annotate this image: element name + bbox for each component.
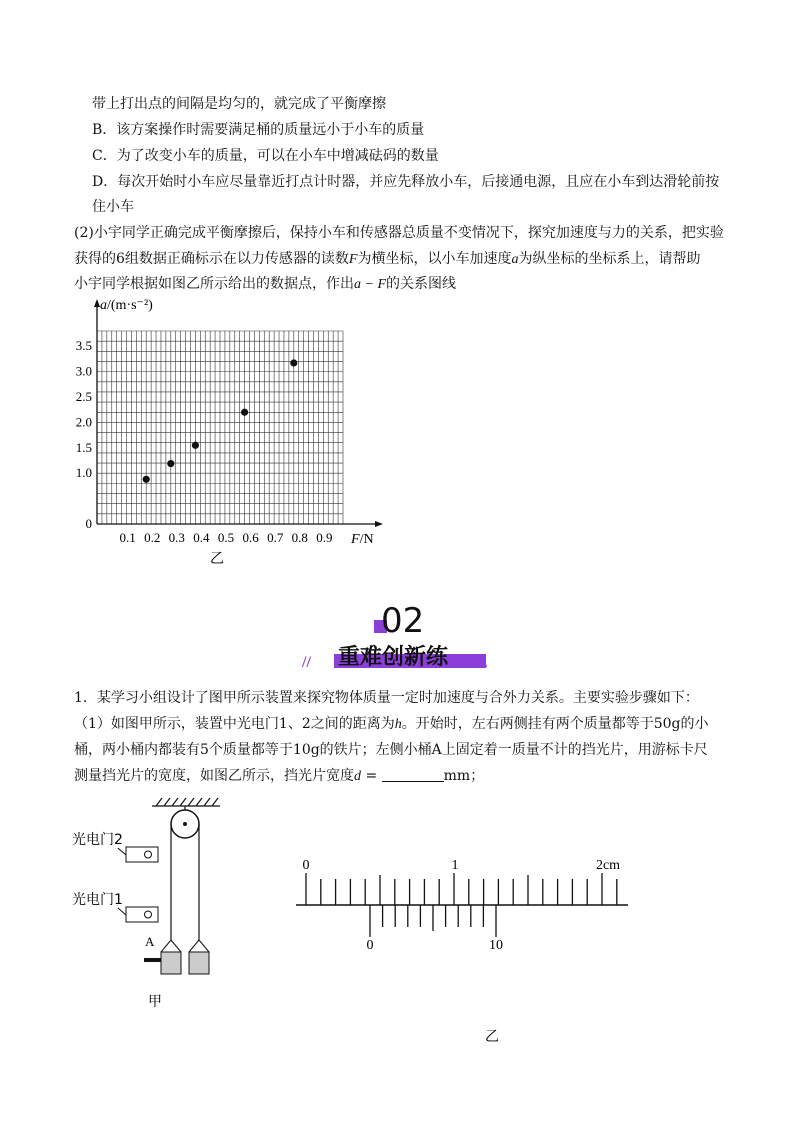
x-tick-label: 0.4 [193, 530, 210, 545]
x-tick-label: 0.5 [217, 530, 235, 545]
photogate-1 [126, 907, 158, 922]
x-tick-label: 0.1 [119, 530, 136, 545]
figure-jia-caption: 甲 [148, 994, 162, 1010]
var-d: d [354, 769, 361, 784]
banner-slashes-left: // [302, 654, 311, 671]
banner-title: 重难创新练 [338, 645, 449, 670]
var-a-F: a − F [354, 277, 386, 292]
x-tick-label: 0.8 [291, 530, 308, 545]
x-tick-label: 0.7 [267, 530, 284, 545]
part-2-line-1: (2)小宇同学正确完成平衡摩擦后，保持小车和传感器总质量不变情况下，探究加速度与力的关系，把实验 [74, 225, 724, 241]
y-tick-label: 0 [85, 516, 92, 531]
photogate-2-label: 光电门2 [72, 832, 123, 848]
data-point [167, 460, 174, 467]
main-label-1: 1 [451, 858, 459, 873]
main-scale-ticks [306, 873, 617, 905]
bucket-b [189, 952, 209, 974]
data-point [192, 442, 199, 449]
vernier-scale-ticks [370, 905, 496, 937]
main-label-2cm: 2cm [595, 858, 621, 873]
answer-blank[interactable] [382, 767, 444, 782]
y-tick-label: 1.0 [75, 465, 92, 481]
chart-axes [94, 299, 383, 527]
part-2-line-3: 小宇同学根据如图乙所示给出的数据点，作出a − F的关系图线 [74, 276, 456, 292]
q1-line-4: 测量挡光片的宽度，如图乙所示，挡光片宽度d = mm； [74, 768, 485, 784]
figure-yi-caption: 乙 [485, 1029, 499, 1045]
bucket-a [161, 952, 181, 974]
q1-line-1: 1．某学习小组设计了图甲所示装置来探究物体质量一定时加速度与合外力关系。主要实验步骤如下： [74, 690, 699, 706]
section-banner [298, 596, 508, 678]
part-2-line-2: 获得的6组数据正确标示在以力传感器的读数F为横坐标，以小车加速度a为纵坐标的坐标系上，请帮助 [74, 251, 701, 267]
y-tick-label: 2.0 [75, 414, 92, 430]
x-axis-arrow [375, 521, 383, 527]
var-a: a [511, 252, 519, 267]
y-tick-label: 3.0 [75, 363, 92, 379]
banner-number: 02 [381, 601, 425, 641]
x-tick-label: 0.6 [242, 530, 259, 545]
shading-flag [144, 958, 161, 962]
pulley-axle [183, 822, 187, 826]
chart-grid [97, 331, 343, 524]
var-F: F [348, 252, 358, 267]
x-tick-label: 0.2 [144, 530, 161, 545]
option-b: B．该方案操作时需要满足桶的质量远小于小车的质量 [92, 122, 425, 138]
y-tick-label: 1.5 [75, 439, 92, 455]
vernier-label-0: 0 [366, 938, 374, 953]
vernier-label-10: 10 [489, 938, 503, 953]
banner-slashes-right: \\ [478, 654, 487, 671]
chart-caption: 乙 [210, 552, 224, 567]
photogate-2 [126, 847, 158, 862]
figure-jia-pulley-apparatus [70, 790, 270, 1020]
data-point [241, 409, 248, 416]
photogate-1-label: 光电门1 [72, 892, 123, 908]
var-h: h [394, 717, 402, 732]
y-axis-label: a/(m·s⁻²) [100, 298, 153, 313]
main-label-0: 0 [302, 858, 310, 873]
data-point [143, 476, 150, 483]
x-axis-label: F/N [351, 532, 374, 547]
figure-yi-vernier-caliper [290, 845, 640, 1045]
y-tick-label: 2.5 [75, 389, 92, 405]
option-d: D．每次开始时小车应尽量靠近打点计时器，并应先释放小车，后接通电源，且应在小车到达滑轮前按 [92, 174, 720, 190]
x-tick-label: 0.3 [168, 530, 185, 545]
data-point [290, 359, 297, 366]
bucket-a-label: A [145, 934, 155, 949]
q1-line-3: 桶，两小桶内都装有5个质量都等于10g的铁片；左侧小桶A上固定着一质量不计的挡光片，用游标卡尺 [74, 742, 708, 758]
y-tick-label: 3.5 [75, 338, 92, 354]
x-tick-label: 0.9 [316, 530, 333, 545]
option-c: C．为了改变小车的质量，可以在小车中增减砝码的数量 [92, 148, 439, 164]
q1-line-2: （1）如图甲所示，装置中光电门1、2之间的距离为h。开始时，左右两侧挂有两个质量都等于50g的小 [74, 716, 709, 732]
a-f-scatter-chart [70, 295, 400, 575]
option-d-continuation: 住小车 [92, 199, 134, 215]
option-a-continuation: 带上打出点的间隔是均匀的，就完成了平衡摩擦 [92, 96, 386, 112]
